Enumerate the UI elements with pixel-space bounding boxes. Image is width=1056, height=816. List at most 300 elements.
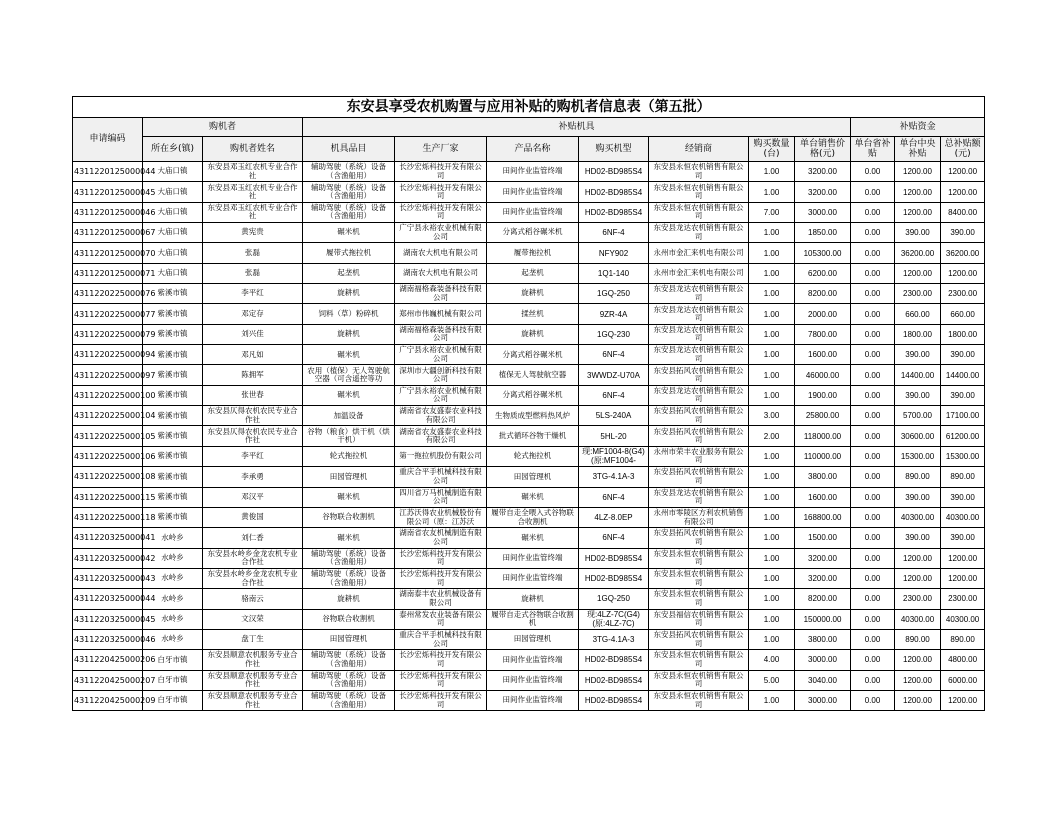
cell-product-name: 田间作业监管终端 bbox=[487, 650, 579, 670]
cell-total-subsidy: 390.00 bbox=[941, 345, 985, 365]
cell-manufacturer: 长沙宏烁科技开发有限公司 bbox=[395, 162, 487, 182]
cell-township: 紫溪市镇 bbox=[143, 385, 203, 405]
cell-township: 紫溪市镇 bbox=[143, 345, 203, 365]
header-quantity: 购买数量(台) bbox=[749, 137, 795, 162]
cell-central-subsidy: 390.00 bbox=[895, 223, 941, 243]
cell-dealer: 东安县永恒农机销售有限公司 bbox=[649, 182, 749, 202]
header-funds-group: 补贴资金 bbox=[851, 118, 985, 137]
cell-buyer-name: 东安县仄得农机农民专业合作社 bbox=[203, 426, 303, 446]
cell-buyer-name: 张磊 bbox=[203, 243, 303, 263]
cell-buyer-name: 刘兴佳 bbox=[203, 324, 303, 344]
cell-model: HD02-BD985S4 bbox=[579, 548, 649, 568]
table-row bbox=[73, 345, 985, 365]
cell-province-subsidy: 0.00 bbox=[851, 589, 895, 609]
cell-product-name: 田间作业监管终端 bbox=[487, 568, 579, 588]
cell-unit-price: 110000.00 bbox=[795, 446, 851, 466]
cell-buyer-name: 东安县邓玉红农机专业合作社 bbox=[203, 162, 303, 182]
cell-province-subsidy: 0.00 bbox=[851, 650, 895, 670]
cell-app-code: 4311220225000079 bbox=[73, 324, 143, 344]
cell-township: 紫溪市镇 bbox=[143, 446, 203, 466]
header-central-subsidy: 单台中央补贴 bbox=[895, 137, 941, 162]
cell-unit-price: 1600.00 bbox=[795, 345, 851, 365]
cell-buyer-name: 张世春 bbox=[203, 385, 303, 405]
cell-central-subsidy: 1200.00 bbox=[895, 182, 941, 202]
cell-dealer: 东安县永恒农机销售有限公司 bbox=[649, 568, 749, 588]
cell-central-subsidy: 660.00 bbox=[895, 304, 941, 324]
cell-manufacturer: 重庆合平手机械科技有限公司 bbox=[395, 467, 487, 487]
cell-quantity: 7.00 bbox=[749, 202, 795, 222]
cell-buyer-name: 文汉荣 bbox=[203, 609, 303, 629]
cell-total-subsidy: 15300.00 bbox=[941, 446, 985, 466]
cell-app-code: 4311220325000041 bbox=[73, 528, 143, 548]
cell-total-subsidy: 390.00 bbox=[941, 528, 985, 548]
cell-central-subsidy: 1200.00 bbox=[895, 548, 941, 568]
cell-total-subsidy: 1800.00 bbox=[941, 324, 985, 344]
cell-township: 紫溪市镇 bbox=[143, 284, 203, 304]
cell-buyer-name: 东安县顺意农机服务专业合作社 bbox=[203, 690, 303, 710]
cell-unit-price: 7800.00 bbox=[795, 324, 851, 344]
cell-dealer: 东安县永恒农机销售有限公司 bbox=[649, 670, 749, 690]
cell-category: 碾米机 bbox=[303, 385, 395, 405]
cell-total-subsidy: 40300.00 bbox=[941, 507, 985, 527]
table-row bbox=[73, 670, 985, 690]
cell-product-name: 碾米机 bbox=[487, 528, 579, 548]
cell-category: 碾米机 bbox=[303, 223, 395, 243]
cell-central-subsidy: 1200.00 bbox=[895, 670, 941, 690]
cell-total-subsidy: 390.00 bbox=[941, 385, 985, 405]
cell-model: HD02-BD985S4 bbox=[579, 670, 649, 690]
cell-dealer: 东安县永恒农机销售有限公司 bbox=[649, 589, 749, 609]
cell-manufacturer: 长沙宏烁科技开发有限公司 bbox=[395, 568, 487, 588]
cell-quantity: 4.00 bbox=[749, 650, 795, 670]
cell-quantity: 1.00 bbox=[749, 284, 795, 304]
cell-dealer: 东安县龙达农机销售有限公司 bbox=[649, 284, 749, 304]
cell-app-code: 4311220225000097 bbox=[73, 365, 143, 385]
cell-quantity: 5.00 bbox=[749, 670, 795, 690]
cell-product-name: 轮式拖拉机 bbox=[487, 446, 579, 466]
cell-quantity: 1.00 bbox=[749, 263, 795, 283]
cell-manufacturer: 湖南福格森装备科技有限公司 bbox=[395, 284, 487, 304]
cell-app-code: 4311220125000067 bbox=[73, 223, 143, 243]
table-body bbox=[73, 162, 985, 711]
cell-unit-price: 2000.00 bbox=[795, 304, 851, 324]
cell-category: 辅助驾驶（系统）设备（含渔船用） bbox=[303, 548, 395, 568]
cell-unit-price: 3040.00 bbox=[795, 670, 851, 690]
cell-dealer: 东安县拓风农机销售有限公司 bbox=[649, 528, 749, 548]
cell-province-subsidy: 0.00 bbox=[851, 528, 895, 548]
cell-model: 1GQ-250 bbox=[579, 284, 649, 304]
cell-manufacturer: 湖南福格森装备科技有限公司 bbox=[395, 324, 487, 344]
cell-category: 辅助驾驶（系统）设备（含渔船用） bbox=[303, 568, 395, 588]
cell-quantity: 1.00 bbox=[749, 365, 795, 385]
cell-quantity: 1.00 bbox=[749, 548, 795, 568]
table-row bbox=[73, 507, 985, 527]
cell-central-subsidy: 390.00 bbox=[895, 487, 941, 507]
cell-province-subsidy: 0.00 bbox=[851, 304, 895, 324]
cell-unit-price: 1900.00 bbox=[795, 385, 851, 405]
cell-dealer: 东安县永恒农机销售有限公司 bbox=[649, 162, 749, 182]
table-row bbox=[73, 446, 985, 466]
cell-model: 6NF-4 bbox=[579, 528, 649, 548]
cell-central-subsidy: 40300.00 bbox=[895, 507, 941, 527]
table-row bbox=[73, 609, 985, 629]
cell-model: 6NF-4 bbox=[579, 487, 649, 507]
cell-manufacturer: 广宁县永裕农业机械有限公司 bbox=[395, 345, 487, 365]
header-township: 所在乡(镇) bbox=[143, 137, 203, 162]
cell-category: 辅助驾驶（系统）设备（含渔船用） bbox=[303, 670, 395, 690]
cell-product-name: 生物质成型燃料热风炉 bbox=[487, 406, 579, 426]
cell-province-subsidy: 0.00 bbox=[851, 507, 895, 527]
header-equipment-group: 补贴机具 bbox=[303, 118, 851, 137]
cell-app-code: 4311220125000071 bbox=[73, 263, 143, 283]
cell-unit-price: 25800.00 bbox=[795, 406, 851, 426]
cell-province-subsidy: 0.00 bbox=[851, 426, 895, 446]
cell-province-subsidy: 0.00 bbox=[851, 243, 895, 263]
cell-category: 碾米机 bbox=[303, 487, 395, 507]
cell-province-subsidy: 0.00 bbox=[851, 446, 895, 466]
cell-dealer: 永州市零陵区方利农机销售有限公司 bbox=[649, 507, 749, 527]
cell-province-subsidy: 0.00 bbox=[851, 609, 895, 629]
cell-buyer-name: 骆南云 bbox=[203, 589, 303, 609]
cell-central-subsidy: 15300.00 bbox=[895, 446, 941, 466]
cell-manufacturer: 广宁县永裕农业机械有限公司 bbox=[395, 385, 487, 405]
header-category: 机具品目 bbox=[303, 137, 395, 162]
cell-total-subsidy: 1200.00 bbox=[941, 548, 985, 568]
cell-unit-price: 105300.00 bbox=[795, 243, 851, 263]
cell-dealer: 东安县永恒农机销售有限公司 bbox=[649, 548, 749, 568]
cell-township: 白牙市镇 bbox=[143, 690, 203, 710]
cell-quantity: 1.00 bbox=[749, 304, 795, 324]
cell-manufacturer: 长沙宏烁科技开发有限公司 bbox=[395, 670, 487, 690]
cell-dealer: 永州市荣丰农业服务有限公司 bbox=[649, 446, 749, 466]
cell-province-subsidy: 0.00 bbox=[851, 467, 895, 487]
cell-manufacturer: 泰州常发农业装备有限公司 bbox=[395, 609, 487, 629]
cell-dealer: 永州市金汇来机电有限公司 bbox=[649, 263, 749, 283]
cell-app-code: 4311220425000209 bbox=[73, 690, 143, 710]
cell-central-subsidy: 390.00 bbox=[895, 345, 941, 365]
cell-dealer: 东安县龙达农机销售有限公司 bbox=[649, 223, 749, 243]
cell-unit-price: 118000.00 bbox=[795, 426, 851, 446]
table-row bbox=[73, 548, 985, 568]
cell-province-subsidy: 0.00 bbox=[851, 324, 895, 344]
cell-dealer: 东安县龙达农机销售有限公司 bbox=[649, 487, 749, 507]
cell-township: 紫溪市镇 bbox=[143, 507, 203, 527]
cell-unit-price: 3200.00 bbox=[795, 548, 851, 568]
cell-unit-price: 150000.00 bbox=[795, 609, 851, 629]
cell-manufacturer: 湖南农大机电有限公司 bbox=[395, 263, 487, 283]
table-row bbox=[73, 263, 985, 283]
table-row bbox=[73, 467, 985, 487]
cell-central-subsidy: 890.00 bbox=[895, 629, 941, 649]
table-row bbox=[73, 650, 985, 670]
cell-product-name: 分离式稻谷碾米机 bbox=[487, 385, 579, 405]
cell-province-subsidy: 0.00 bbox=[851, 223, 895, 243]
cell-dealer: 东安县拓风农机销售有限公司 bbox=[649, 467, 749, 487]
cell-manufacturer: 长沙宏烁科技开发有限公司 bbox=[395, 182, 487, 202]
cell-province-subsidy: 0.00 bbox=[851, 406, 895, 426]
table-row bbox=[73, 406, 985, 426]
cell-township: 紫溪市镇 bbox=[143, 406, 203, 426]
cell-quantity: 1.00 bbox=[749, 162, 795, 182]
cell-category: 辅助驾驶（系统）设备（含渔船用） bbox=[303, 162, 395, 182]
cell-product-name: 履带拖拉机 bbox=[487, 243, 579, 263]
cell-unit-price: 3800.00 bbox=[795, 467, 851, 487]
cell-buyer-name: 陈拥军 bbox=[203, 365, 303, 385]
cell-app-code: 4311220225000094 bbox=[73, 345, 143, 365]
cell-app-code: 4311220225000115 bbox=[73, 487, 143, 507]
table-row bbox=[73, 243, 985, 263]
cell-unit-price: 168800.00 bbox=[795, 507, 851, 527]
cell-dealer: 东安县龙达农机销售有限公司 bbox=[649, 324, 749, 344]
cell-township: 水岭乡 bbox=[143, 589, 203, 609]
cell-unit-price: 6200.00 bbox=[795, 263, 851, 283]
cell-total-subsidy: 61200.00 bbox=[941, 426, 985, 446]
cell-product-name: 田间作业监管终端 bbox=[487, 162, 579, 182]
cell-central-subsidy: 14400.00 bbox=[895, 365, 941, 385]
cell-central-subsidy: 2300.00 bbox=[895, 589, 941, 609]
cell-total-subsidy: 1200.00 bbox=[941, 568, 985, 588]
cell-category: 旋耕机 bbox=[303, 284, 395, 304]
cell-central-subsidy: 2300.00 bbox=[895, 284, 941, 304]
cell-central-subsidy: 390.00 bbox=[895, 528, 941, 548]
cell-app-code: 4311220225000106 bbox=[73, 446, 143, 466]
cell-total-subsidy: 2300.00 bbox=[941, 589, 985, 609]
cell-dealer: 东安县拓风农机销售有限公司 bbox=[649, 629, 749, 649]
cell-buyer-name: 李承勇 bbox=[203, 467, 303, 487]
cell-quantity: 1.00 bbox=[749, 487, 795, 507]
cell-model: 3WWDZ-U70A bbox=[579, 365, 649, 385]
cell-product-name: 旋耕机 bbox=[487, 324, 579, 344]
cell-model: 3TG-4.1A-3 bbox=[579, 629, 649, 649]
table-row bbox=[73, 284, 985, 304]
cell-manufacturer: 江苏沃得农业机械股份有限公司（原：江苏沃 bbox=[395, 507, 487, 527]
cell-manufacturer: 湖南农大机电有限公司 bbox=[395, 243, 487, 263]
cell-central-subsidy: 1200.00 bbox=[895, 690, 941, 710]
cell-total-subsidy: 4800.00 bbox=[941, 650, 985, 670]
cell-model: HD02-BD985S4 bbox=[579, 650, 649, 670]
cell-category: 加温设备 bbox=[303, 406, 395, 426]
cell-province-subsidy: 0.00 bbox=[851, 284, 895, 304]
cell-dealer: 东安县拓风农机销售有限公司 bbox=[649, 365, 749, 385]
cell-township: 紫溪市镇 bbox=[143, 365, 203, 385]
cell-product-name: 碾米机 bbox=[487, 487, 579, 507]
cell-manufacturer: 长沙宏烁科技开发有限公司 bbox=[395, 202, 487, 222]
cell-manufacturer: 湖南省农友盛泰农业科技有限公司 bbox=[395, 406, 487, 426]
cell-province-subsidy: 0.00 bbox=[851, 629, 895, 649]
cell-product-name: 田园管理机 bbox=[487, 467, 579, 487]
cell-model: 5HL-20 bbox=[579, 426, 649, 446]
cell-app-code: 4311220225000100 bbox=[73, 385, 143, 405]
cell-buyer-name: 邓汉平 bbox=[203, 487, 303, 507]
cell-township: 水岭乡 bbox=[143, 609, 203, 629]
cell-province-subsidy: 0.00 bbox=[851, 690, 895, 710]
cell-quantity: 1.00 bbox=[749, 446, 795, 466]
cell-quantity: 3.00 bbox=[749, 406, 795, 426]
cell-central-subsidy: 1200.00 bbox=[895, 650, 941, 670]
cell-total-subsidy: 36200.00 bbox=[941, 243, 985, 263]
cell-unit-price: 3000.00 bbox=[795, 690, 851, 710]
cell-app-code: 4311220225000076 bbox=[73, 284, 143, 304]
cell-buyer-name: 东安县水岭乡金龙农机专业合作社 bbox=[203, 568, 303, 588]
cell-quantity: 1.00 bbox=[749, 385, 795, 405]
cell-quantity: 1.00 bbox=[749, 182, 795, 202]
cell-buyer-name: 黄俊国 bbox=[203, 507, 303, 527]
cell-township: 大庙口镇 bbox=[143, 162, 203, 182]
cell-category: 辅助驾驶（系统）设备（含渔船用） bbox=[303, 202, 395, 222]
cell-quantity: 1.00 bbox=[749, 690, 795, 710]
cell-product-name: 田间作业监管终端 bbox=[487, 182, 579, 202]
cell-model: 6NF-4 bbox=[579, 385, 649, 405]
cell-product-name: 起垄机 bbox=[487, 263, 579, 283]
cell-unit-price: 3200.00 bbox=[795, 568, 851, 588]
cell-quantity: 1.00 bbox=[749, 629, 795, 649]
table-row bbox=[73, 629, 985, 649]
cell-manufacturer: 长沙宏烁科技开发有限公司 bbox=[395, 650, 487, 670]
cell-central-subsidy: 390.00 bbox=[895, 385, 941, 405]
cell-central-subsidy: 1200.00 bbox=[895, 263, 941, 283]
header-unit-price: 单台销售价格(元) bbox=[795, 137, 851, 162]
header-manufacturer: 生产厂家 bbox=[395, 137, 487, 162]
cell-township: 紫溪市镇 bbox=[143, 487, 203, 507]
cell-category: 辅助驾驶（系统）设备（含渔船用） bbox=[303, 182, 395, 202]
table-row bbox=[73, 162, 985, 182]
cell-dealer: 东安县永恒农机销售有限公司 bbox=[649, 690, 749, 710]
cell-category: 田园管理机 bbox=[303, 629, 395, 649]
cell-dealer: 东安县拓风农机销售有限公司 bbox=[649, 426, 749, 446]
cell-category: 辅助驾驶（系统）设备（含渔船用） bbox=[303, 650, 395, 670]
cell-product-name: 旋耕机 bbox=[487, 589, 579, 609]
cell-province-subsidy: 0.00 bbox=[851, 568, 895, 588]
cell-category: 辅助驾驶（系统）设备（含渔船用） bbox=[303, 690, 395, 710]
cell-app-code: 4311220125000070 bbox=[73, 243, 143, 263]
cell-category: 碾米机 bbox=[303, 528, 395, 548]
cell-app-code: 4311220125000045 bbox=[73, 182, 143, 202]
cell-category: 谷物（粮食）烘干机（烘干机） bbox=[303, 426, 395, 446]
cell-township: 紫溪市镇 bbox=[143, 426, 203, 446]
cell-product-name: 揉丝机 bbox=[487, 304, 579, 324]
cell-app-code: 4311220125000044 bbox=[73, 162, 143, 182]
cell-model: 1GQ-250 bbox=[579, 589, 649, 609]
cell-category: 田园管理机 bbox=[303, 467, 395, 487]
cell-unit-price: 8200.00 bbox=[795, 589, 851, 609]
cell-central-subsidy: 1800.00 bbox=[895, 324, 941, 344]
cell-category: 起垄机 bbox=[303, 263, 395, 283]
cell-app-code: 4311220225000108 bbox=[73, 467, 143, 487]
cell-total-subsidy: 660.00 bbox=[941, 304, 985, 324]
cell-dealer: 东安县龙达农机销售有限公司 bbox=[649, 304, 749, 324]
cell-quantity: 1.00 bbox=[749, 345, 795, 365]
cell-manufacturer: 湖南泰丰农业机械设备有限公司 bbox=[395, 589, 487, 609]
cell-model: 1GQ-230 bbox=[579, 324, 649, 344]
header-province-subsidy: 单台省补贴 bbox=[851, 137, 895, 162]
cell-buyer-name: 李平红 bbox=[203, 284, 303, 304]
cell-model: 现:MF1004-8(G4)(原:MF1004- bbox=[579, 446, 649, 466]
cell-unit-price: 3200.00 bbox=[795, 162, 851, 182]
cell-township: 大庙口镇 bbox=[143, 202, 203, 222]
cell-quantity: 1.00 bbox=[749, 507, 795, 527]
table-row bbox=[73, 324, 985, 344]
header-product-name: 产品名称 bbox=[487, 137, 579, 162]
cell-category: 轮式拖拉机 bbox=[303, 446, 395, 466]
cell-township: 白牙市镇 bbox=[143, 650, 203, 670]
cell-product-name: 田园管理机 bbox=[487, 629, 579, 649]
cell-township: 大庙口镇 bbox=[143, 223, 203, 243]
cell-township: 水岭乡 bbox=[143, 568, 203, 588]
cell-buyer-name: 李平红 bbox=[203, 446, 303, 466]
cell-category: 农用（植保）无人驾驶航空器（可含遥控等功 bbox=[303, 365, 395, 385]
cell-dealer: 东安县龙达农机销售有限公司 bbox=[649, 345, 749, 365]
cell-township: 大庙口镇 bbox=[143, 263, 203, 283]
cell-manufacturer: 深圳市大疆创新科技有限公司 bbox=[395, 365, 487, 385]
cell-buyer-name: 东安县仄得农机农民专业合作社 bbox=[203, 406, 303, 426]
cell-unit-price: 3000.00 bbox=[795, 202, 851, 222]
cell-app-code: 4311220325000044 bbox=[73, 589, 143, 609]
cell-province-subsidy: 0.00 bbox=[851, 385, 895, 405]
cell-model: 4LZ-8.0EP bbox=[579, 507, 649, 527]
cell-total-subsidy: 1200.00 bbox=[941, 263, 985, 283]
cell-category: 履带式拖拉机 bbox=[303, 243, 395, 263]
cell-quantity: 2.00 bbox=[749, 426, 795, 446]
cell-dealer: 东安县福信农机销售有限公司 bbox=[649, 609, 749, 629]
cell-province-subsidy: 0.00 bbox=[851, 202, 895, 222]
cell-product-name: 旋耕机 bbox=[487, 284, 579, 304]
cell-manufacturer: 四川省万马机械制造有限公司 bbox=[395, 487, 487, 507]
table-row bbox=[73, 304, 985, 324]
cell-model: 5LS-240A bbox=[579, 406, 649, 426]
table-row bbox=[73, 487, 985, 507]
cell-province-subsidy: 0.00 bbox=[851, 670, 895, 690]
cell-product-name: 分离式稻谷碾米机 bbox=[487, 345, 579, 365]
cell-quantity: 1.00 bbox=[749, 243, 795, 263]
cell-buyer-name: 黄宪贵 bbox=[203, 223, 303, 243]
cell-total-subsidy: 390.00 bbox=[941, 223, 985, 243]
cell-unit-price: 1500.00 bbox=[795, 528, 851, 548]
cell-manufacturer: 湖南省农友盛泰农业科技有限公司 bbox=[395, 426, 487, 446]
cell-model: 6NF-4 bbox=[579, 345, 649, 365]
cell-province-subsidy: 0.00 bbox=[851, 548, 895, 568]
table-row bbox=[73, 426, 985, 446]
cell-category: 饲料（草）粉碎机 bbox=[303, 304, 395, 324]
cell-province-subsidy: 0.00 bbox=[851, 182, 895, 202]
cell-unit-price: 8200.00 bbox=[795, 284, 851, 304]
cell-central-subsidy: 40300.00 bbox=[895, 609, 941, 629]
cell-buyer-name: 盘丁生 bbox=[203, 629, 303, 649]
cell-buyer-name: 东安县顺意农机服务专业合作社 bbox=[203, 650, 303, 670]
cell-app-code: 4311220325000042 bbox=[73, 548, 143, 568]
table-row bbox=[73, 385, 985, 405]
cell-model: HD02-BD985S4 bbox=[579, 162, 649, 182]
cell-township: 紫溪市镇 bbox=[143, 324, 203, 344]
cell-quantity: 1.00 bbox=[749, 467, 795, 487]
cell-model: NFY902 bbox=[579, 243, 649, 263]
cell-buyer-name: 东安县邓玉红农机专业合作社 bbox=[203, 182, 303, 202]
cell-province-subsidy: 0.00 bbox=[851, 162, 895, 182]
cell-model: 3TG-4.1A-3 bbox=[579, 467, 649, 487]
table-title: 东安县享受农机购置与应用补贴的购机者信息表（第五批） bbox=[73, 97, 985, 118]
cell-township: 大庙口镇 bbox=[143, 182, 203, 202]
table-row bbox=[73, 528, 985, 548]
cell-manufacturer: 湖南省农友机械制造有限公司 bbox=[395, 528, 487, 548]
cell-dealer: 东安县拓风农机销售有限公司 bbox=[649, 406, 749, 426]
cell-buyer-name: 邓定存 bbox=[203, 304, 303, 324]
cell-township: 水岭乡 bbox=[143, 528, 203, 548]
cell-category: 旋耕机 bbox=[303, 589, 395, 609]
table-row bbox=[73, 202, 985, 222]
cell-category: 谷物联合收割机 bbox=[303, 609, 395, 629]
cell-category: 旋耕机 bbox=[303, 324, 395, 344]
cell-app-code: 4311220225000077 bbox=[73, 304, 143, 324]
cell-manufacturer: 广宁县永裕农业机械有限公司 bbox=[395, 223, 487, 243]
